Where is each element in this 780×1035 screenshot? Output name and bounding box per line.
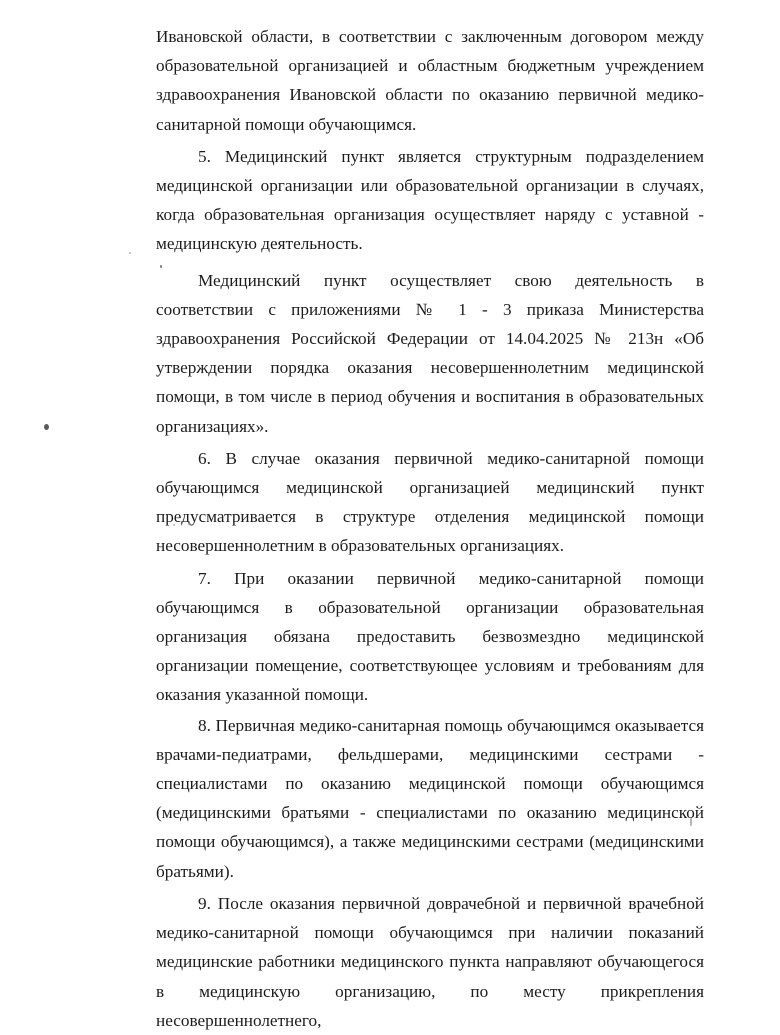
paragraph-7: 7. При оказании первичной медико-санитарной помощи обучающимся в образовательной организации образовательная организация обязана предоставить безвозмездно медицинской организации помещение, соответствующее условиям и требованиям для оказания указанной помощи. [156, 568, 704, 705]
paragraph-5-continuation: Медицинский пункт осуществляет свою деятельность в соответствии с приложениями № 1 - 3 приказа Министерства здравоохранения Российской Федерации от 14.04.2025 № 213н «Об утверждении порядка оказания несовершеннолетним медицинской помощи, в том числе в период обучения и воспитания в образовательных организациях». [156, 270, 704, 436]
paragraph-8: 8. Первичная медико-санитарная помощь обучающимся оказывается врачами-педиатрами, фельдшерами, медицинскими сестрами - специалистами по оказанию медицинской помощи обучающимся (медицинскими братьями - специалистами по оказанию медицинской помощи обучающимся), а также медицинскими сестрами (медицинскими братьями). [156, 715, 704, 881]
scan-speck [44, 424, 49, 430]
document-body [156, 22, 704, 1035]
paragraph-intro-continued: Ивановской области, в соответствии с заключенным договором между образовательной организацией и областным бюджетным учреждением здравоохранения Ивановской области по оказанию первичной медико-санитарной помощи обучающимся. [156, 27, 704, 134]
scan-speck [129, 252, 131, 254]
paragraph-6: 6. В случае оказания первичной медико-санитарной помощи обучающимся медицинской организацией медицинский пункт предусматривается в структуре отделения медицинской помощи несовершеннолетним в образовательных организациях. [156, 448, 704, 556]
paragraph-5: 5. Медицинский пункт является структурным подразделением медицинской организации или образовательной организации в случаях, когда образовательная организация осуществляет наряду с уставной - медицинскую деятельность. [156, 146, 704, 254]
paragraph-9: 9. После оказания первичной доврачебной и первичной врачебной медико-санитарной помощи обучающимся при наличии показаний медицинские работники медицинского пункта направляют обучающегося в медицинскую организацию, по месту прикрепления несовершеннолетнего, [156, 893, 704, 1030]
